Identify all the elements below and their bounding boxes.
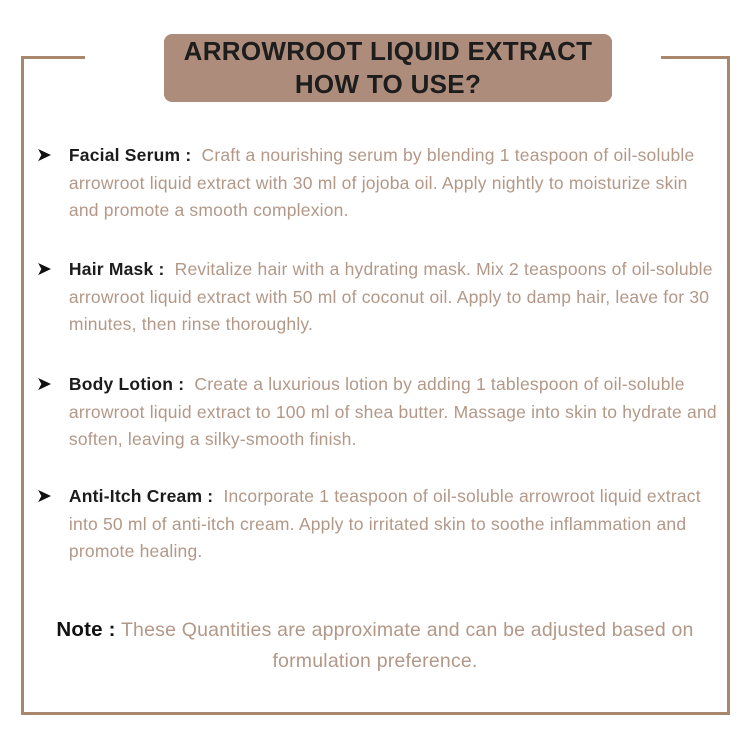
list-item-anti-itch-cream	[36, 483, 722, 566]
arrow-bullet-icon: ➤	[36, 145, 52, 166]
note-label: Note :	[56, 618, 116, 641]
list-item-hair-mask	[36, 256, 722, 339]
arrow-bullet-icon: ➤	[36, 374, 52, 395]
item-label: Hair Mask :	[68, 259, 165, 279]
item-text	[69, 256, 722, 339]
arrow-bullet-icon: ➤	[36, 259, 52, 280]
frame-top-left-segment	[21, 56, 85, 59]
item-description: Craft a nourishing serum by blending 1 teaspoon of oil-soluble arrowroot liquid extract with 30 ml of jojoba oil. Apply nightly to moisturize skin and promote a smooth complexion.	[68, 145, 695, 220]
item-text	[69, 371, 722, 454]
list-item-body-lotion	[36, 371, 722, 454]
arrow-bullet-icon: ➤	[36, 486, 52, 507]
list-item-facial-serum	[36, 142, 722, 225]
frame-right-border	[727, 56, 730, 715]
item-label: Anti-Itch Cream :	[68, 486, 214, 506]
item-description: Revitalize hair with a hydrating mask. Mix 2 teaspoons of oil-soluble arrowroot liquid extract with 50 ml of coconut oil. Apply to damp hair, leave for 30 minutes, then rinse thoroughly.	[68, 259, 713, 334]
page-title-line1: ARROWROOT LIQUID EXTRACT	[183, 36, 593, 66]
item-label: Body Lotion :	[68, 374, 185, 394]
header-banner	[164, 34, 612, 102]
note-section	[40, 614, 710, 677]
note-text: These Quantities are approximate and can be adjusted based on formulation preference.	[120, 619, 694, 672]
frame-top-right-segment	[661, 56, 730, 59]
item-description: Create a luxurious lotion by adding 1 tablespoon of oil-soluble arrowroot liquid extract to 100 ml of shea butter. Massage into skin to hydrate and soften, leaving a silky-smooth finish.	[68, 374, 717, 449]
frame-left-border	[21, 56, 24, 715]
item-text	[69, 142, 722, 225]
frame-bottom-border	[21, 712, 730, 715]
item-text	[69, 483, 722, 566]
item-label: Facial Serum :	[68, 145, 192, 165]
page-title-line2: HOW TO USE?	[294, 69, 482, 99]
item-description: Incorporate 1 teaspoon of oil-soluble arrowroot liquid extract into 50 ml of anti-itch cream. Apply to irritated skin to soothe inflammation and promote healing.	[68, 486, 701, 561]
